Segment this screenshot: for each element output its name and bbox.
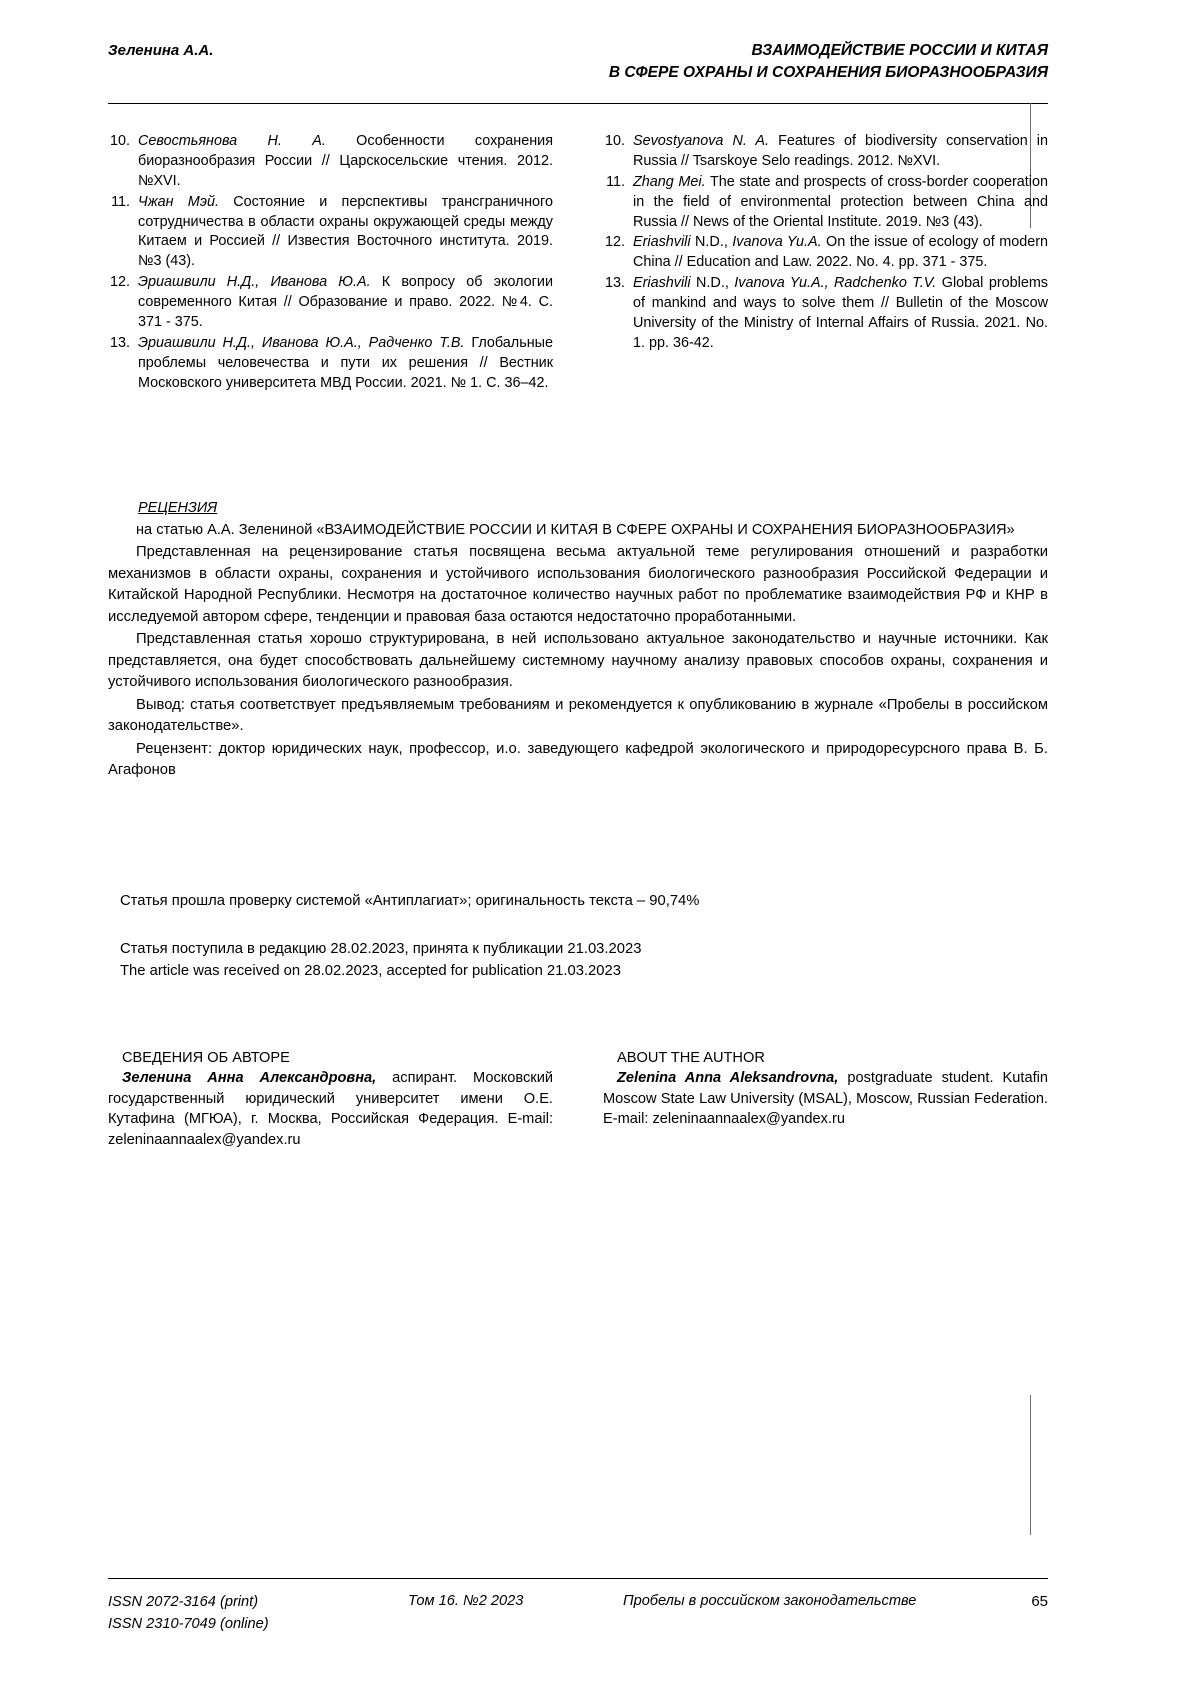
reference-rest-2: Global problems of mankind and ways to solve them // Bulletin of the Moscow University of the Ministry of Internal Affairs of Russia. 2021. No. 1. pp. 36-42. (633, 275, 1049, 351)
issn-print: ISSN 2072-3164 (print) (108, 1594, 259, 1610)
reference-number: 12. (109, 274, 130, 291)
author-info-english (603, 1050, 1048, 1151)
page-header (108, 40, 1048, 85)
reference-author-2: Ivanova Yu.A. (732, 234, 822, 251)
reference-rest: Глобальные проблемы человечества и пути их решения // Вестник Московского университета МВД России. 2021. № 1. С. 36–42. (138, 334, 553, 391)
review-paragraph: Представленная на рецензирование статья посвящена весьма актуальной теме регулирования отношений и разработки механизмов в области охраны, сохранения и устойчивого использования биологического разнообразия Российской Федерации и Китайской Народной Республики. Несмотря на достаточное количество научных работ по проблематике взаимодействия РФ и КНР в исследуемой автором сфере, тенденции и правовая база остаются недостаточно проработанными. (108, 544, 1048, 625)
header-divider (108, 103, 1048, 104)
reference-text (138, 334, 553, 394)
reference-number: 13. (109, 334, 130, 351)
reference-text (633, 274, 1048, 354)
review-paragraph: Вывод: статья соответствует предъявляемым требованиям и рекомендуется к опубликованию в журнале «Пробелы в российском законодательстве». (108, 696, 1048, 735)
reference-item (603, 173, 1048, 233)
reference-number: 10. (604, 133, 625, 149)
author-info-russian (108, 1050, 553, 1151)
review-paragraph: Рецензент: доктор юридических наук, профессор, и.о. заведующего кафедрой экологического и природоресурсного права В. Б. Агафонов (108, 740, 1048, 778)
reference-author: Sevostyanova N. A. (633, 133, 770, 149)
footer-journal-name: Пробелы в российском законодательстве (623, 1593, 917, 1609)
references-english (603, 132, 1048, 394)
reference-text (633, 233, 1048, 273)
references-russian (108, 132, 553, 394)
reference-text (633, 173, 1048, 233)
reference-rest: N.D., (690, 275, 735, 292)
reference-number: 12. (604, 234, 625, 251)
publication-notes (120, 890, 1020, 983)
margin-mark-bottom (1030, 1395, 1031, 1535)
issn-online: ISSN 2310-7049 (online) (108, 1615, 269, 1632)
reference-number: 13. (604, 275, 625, 292)
notes-spacer (120, 912, 1020, 938)
reference-number: 11. (606, 173, 625, 190)
review-subtitle (108, 520, 1048, 540)
author-info-section (108, 1050, 1048, 1151)
header-title (408, 40, 1048, 85)
author-info-heading-en: ABOUT THE AUTHOR (617, 1050, 765, 1066)
author-info-body-ru (108, 1068, 553, 1151)
header-author: Зеленина А.А. (108, 42, 214, 59)
reference-author: Eriashvili (633, 234, 691, 251)
reference-author: Эриашвили Н.Д., Иванова Ю.А., Радченко Т.В. (138, 334, 465, 351)
reference-item (108, 132, 553, 192)
reference-rest: N.D., (690, 234, 733, 251)
reference-text (138, 193, 553, 273)
reference-text (633, 132, 1048, 172)
reference-author: Zhang Mei. (633, 173, 706, 190)
review-heading: РЕЦЕНЗИЯ (138, 500, 218, 516)
references-section (108, 132, 1048, 394)
reference-item (603, 274, 1048, 354)
footer-divider (108, 1578, 1048, 1579)
header-title-line1: ВЗАИМОДЕЙСТВИЕ РОССИИ И КИТАЯ (751, 42, 1048, 59)
received-note-en: The article was received on 28.02.2023, accepted for publication 21.03.2023 (120, 963, 621, 980)
reference-author-2: Ivanova Yu.A., Radchenko T.V. (734, 275, 937, 292)
author-details-en: postgraduate student. Kutafin Moscow State Law University (MSAL), Moscow, Russian Federation. E-mail: zeleninaannaalex@yandex.ru (603, 1070, 1048, 1128)
reference-author: Севостьянова Н. А. (138, 133, 326, 149)
footer-volume: Том 16. №2 2023 (408, 1593, 524, 1609)
reference-item (603, 233, 1048, 273)
author-info-body-en (603, 1068, 1048, 1130)
reference-rest-2: On the issue of ecology of modern China // Education and Law. 2022. No. 4. pp. 371 - 375. (633, 234, 1049, 271)
author-info-heading-ru: СВЕДЕНИЯ ОБ АВТОРЕ (122, 1050, 290, 1066)
reference-number: 11. (111, 193, 130, 210)
reference-item (108, 334, 553, 394)
reference-author: Eriashvili (633, 275, 691, 292)
page-footer (108, 1592, 1048, 1636)
header-title-line2: В СФЕРЕ ОХРАНЫ И СОХРАНЕНИЯ БИОРАЗНООБРАЗИЯ (608, 64, 1048, 82)
reference-item (108, 193, 553, 273)
review-subtitle-text: на статью А.А. Зелениной «ВЗАИМОДЕЙСТВИЕ РОССИИ И КИТАЯ В СФЕРЕ ОХРАНЫ И СОХРАНЕНИЯ БИОРАЗНООБРАЗИЯ» (136, 522, 1015, 538)
author-name-ru: Зеленина Анна Александровна, (122, 1070, 377, 1086)
reference-rest: Особенности сохранения биоразнообразия России // Царскосельские чтения. 2012. №XVI. (138, 133, 553, 189)
antiplagiat-note: Статья прошла проверку системой «Антиплагиат»; оригинальность текста – 90,74% (120, 893, 700, 909)
received-note-ru: Статья поступила в редакцию 28.02.2023, принята к публикации 21.03.2023 (120, 941, 642, 958)
reference-author: Эриашвили Н.Д., Иванова Ю.А. (138, 274, 371, 291)
reference-text (138, 132, 553, 192)
review-paragraph: Представленная статья хорошо структурирована, в ней использовано актуальное законодательство и научные источники. Как представляется, она будет способствовать дальнейшему системному научному анализу правовых способов охраны, сохранения и устойчивого использования биологического разнообразия. (108, 631, 1048, 691)
reference-item (603, 132, 1048, 172)
reference-rest: The state and prospects of cross-border cooperation in the field of environmental protection between China and Russia // News of the Oriental Institute. 2019. №3 (43). (633, 173, 1048, 230)
reference-number: 10. (109, 133, 130, 149)
reference-rest: Состояние и перспективы трансграничного сотрудничества в области охраны окружающей среды между Китаем и Россией // Известия Восточного института. 2019. №3 (43). (138, 193, 553, 270)
reference-rest: Features of biodiversity conservation in Russia // Tsarskoye Selo readings. 2012. №XVI. (633, 133, 1048, 169)
reference-author: Чжан Мэй. (138, 193, 219, 210)
reference-text (138, 273, 553, 333)
footer-issn (108, 1592, 408, 1636)
reference-rest: К вопросу об экологии современного Китая // Образование и право. 2022. №4. С. 371 - 375. (138, 274, 553, 330)
reference-item (108, 273, 553, 333)
review-section (108, 500, 1048, 782)
footer-page-number: 65 (1031, 1593, 1048, 1610)
author-details-ru: аспирант. Московский государственный юридический университет имени О.Е. Кутафина (МГЮА), г. Москва, Российская Федерация. E-mail: zeleninaannaalex@yandex.ru (108, 1070, 553, 1149)
author-name-en: Zelenina Anna Aleksandrovna, (617, 1070, 839, 1086)
